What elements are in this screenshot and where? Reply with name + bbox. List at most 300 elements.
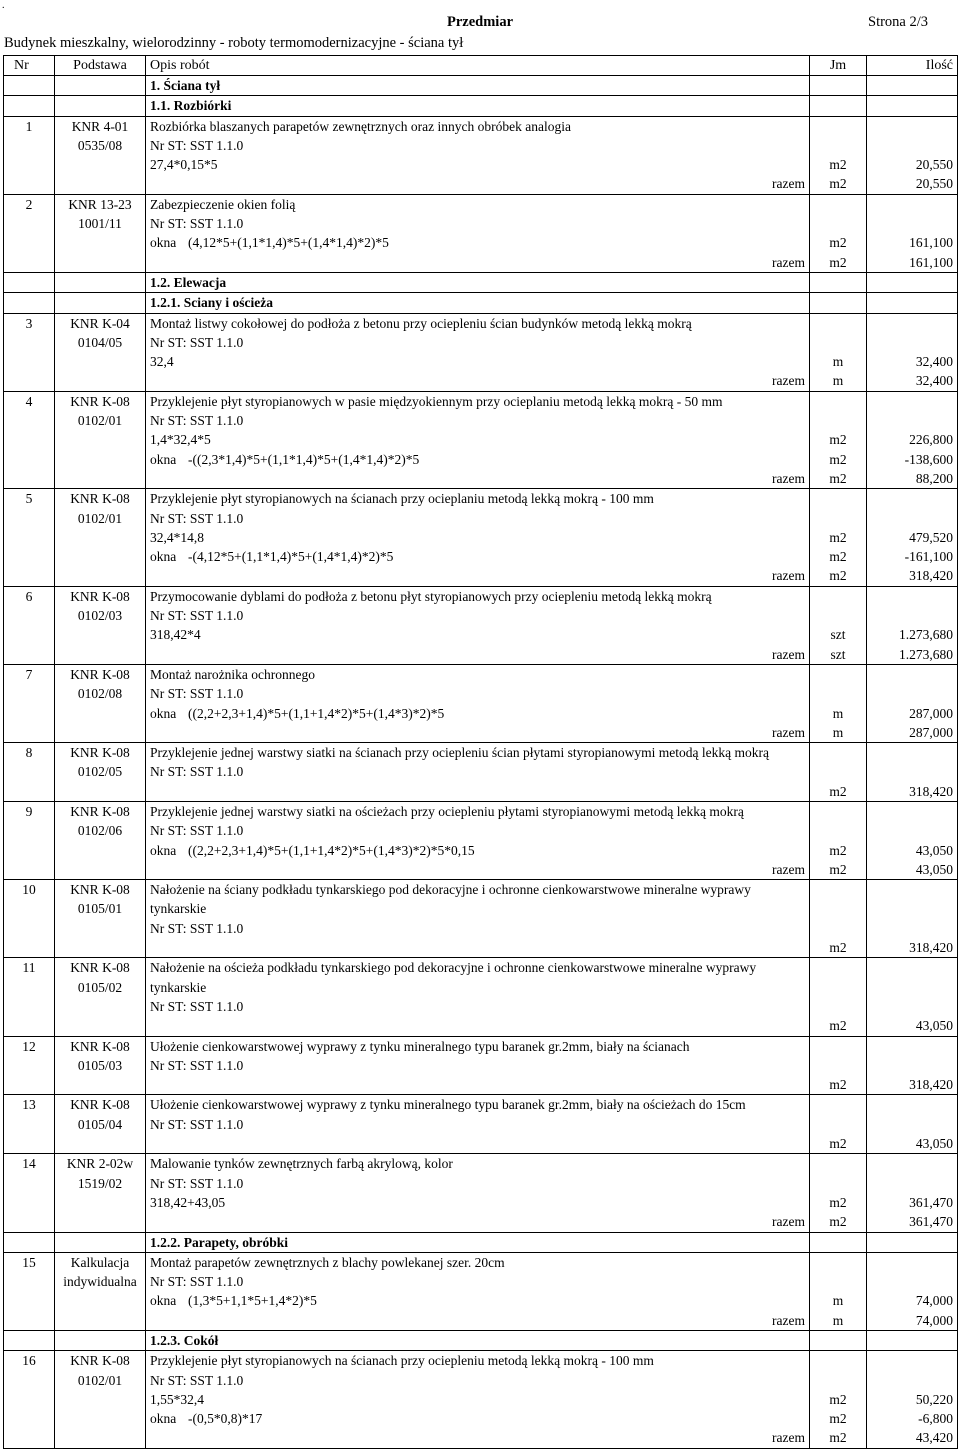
item-description	[146, 1154, 810, 1232]
project-name: Budynek mieszkalny, wielorodzinny - roboty termomodernizacyjne - ściana tył	[4, 35, 464, 51]
item-number-text: 6	[25, 588, 33, 604]
section-title: 1. Ściana tył	[150, 78, 221, 93]
basis-number: 1001/11	[78, 216, 122, 232]
description-line: Przyklejenie płyt styropianowych na ścianach przy ociepleniu metodą lekką mokrą - 100 mm	[150, 1353, 654, 1369]
section-title: 1.2.3. Cokół	[150, 1333, 219, 1348]
table-row	[4, 1095, 958, 1154]
description-line: Rozbiórka blaszanych parapetów zewnętrznych oraz innych obróbek analogia	[150, 118, 571, 134]
item-number-text: 2	[25, 196, 33, 212]
spec-reference: Nr ST: SST 1.1.0	[150, 1057, 244, 1073]
spacer	[814, 1037, 862, 1056]
measurement-formula: 1,4*32,4*5	[150, 432, 211, 448]
item-number-text: 3	[25, 315, 33, 331]
measurement-value: -138,600	[904, 451, 953, 467]
okna-label: okna	[150, 705, 177, 721]
basis-code: KNR K-08	[70, 588, 130, 604]
spacer	[871, 1095, 953, 1114]
basis-code: KNR K-08	[70, 1038, 130, 1054]
measurement-value: 43,050	[915, 1018, 953, 1034]
item-description	[146, 116, 810, 194]
table-row	[4, 391, 958, 488]
item-quantity	[867, 880, 958, 958]
description-line: Montaż narożnika ochronnego	[150, 666, 315, 682]
item-description	[146, 958, 810, 1036]
spacer	[814, 489, 862, 508]
spacer	[871, 1351, 953, 1370]
measurement-line	[150, 1390, 805, 1409]
item-quantity	[867, 743, 958, 802]
basis-number: 0105/04	[77, 1116, 123, 1132]
description-line: Malowanie tynków zewnętrznych farbą akrylową, kolor	[150, 1156, 453, 1172]
item-unit	[810, 1095, 867, 1154]
item-number	[4, 1154, 55, 1232]
measurement-line	[150, 704, 805, 723]
spacer	[814, 1115, 862, 1134]
section-row	[4, 96, 958, 116]
item-number-text: 13	[22, 1097, 36, 1113]
spacer	[871, 821, 953, 840]
spacer	[871, 333, 953, 352]
measurement-value: 318,420	[909, 940, 953, 956]
measurement-unit: m2	[829, 1136, 847, 1152]
spacer	[814, 195, 862, 214]
measurement-value: 161,100	[909, 235, 953, 251]
item-basis	[55, 313, 146, 391]
nr-cell	[4, 96, 55, 116]
okna-label: okna	[150, 1293, 177, 1309]
measurement-value: 32,400	[915, 354, 953, 370]
item-basis	[55, 1252, 146, 1330]
measurement-unit: m2	[829, 451, 847, 467]
section-title: 1.2. Elewacja	[150, 274, 227, 290]
spacer	[814, 1174, 862, 1193]
item-description	[146, 1252, 810, 1330]
jm-cell	[810, 1331, 867, 1351]
item-number	[4, 1036, 55, 1095]
section-row	[4, 1331, 958, 1351]
measurement-unit: m2	[829, 1018, 847, 1034]
razem-unit: m	[832, 373, 844, 389]
item-description	[146, 194, 810, 272]
section-title: 1.1. Rozbiórki	[150, 98, 232, 114]
measurement-value: 287,000	[909, 705, 953, 721]
description-line: Zabezpieczenie okien folią	[150, 196, 296, 212]
section-row	[4, 1232, 958, 1252]
section-cell	[146, 1232, 810, 1252]
spacer	[871, 214, 953, 233]
spacer	[871, 743, 953, 762]
basis-number: 0104/05	[77, 334, 123, 350]
measurement-line	[150, 155, 805, 174]
item-unit	[810, 194, 867, 272]
razem-unit: m2	[829, 861, 847, 877]
section-cell	[146, 293, 810, 313]
item-description	[146, 801, 810, 879]
description-line: Montaż listwy cokołowej do podłoża z betonu przy ociepleniu ścian budynków metodą lekką mokrą	[150, 315, 692, 331]
item-description	[146, 313, 810, 391]
razem-value: 287,000	[909, 724, 953, 740]
item-unit	[810, 664, 867, 742]
measurement-unit: m2	[829, 1411, 847, 1427]
table-row	[4, 313, 958, 391]
item-basis	[55, 801, 146, 879]
item-basis	[55, 1154, 146, 1232]
razem-label: razem	[772, 254, 805, 270]
table-row	[4, 743, 958, 802]
item-unit	[810, 801, 867, 879]
razem-unit: m2	[829, 176, 847, 192]
razem-value: 43,420	[915, 1430, 953, 1446]
section-row	[4, 272, 958, 292]
razem-value: 361,470	[909, 1214, 953, 1230]
description-line: Przyklejenie jednej warstwy siatki na ścianach przy ociepleniu ścian płytami styropianowymi metodą lekką mokrą	[150, 745, 769, 761]
nr-cell	[4, 1232, 55, 1252]
measurement-formula: 1,55*32,4	[150, 1391, 204, 1407]
podstawa-cell	[55, 76, 146, 96]
spacer	[871, 606, 953, 625]
podstawa-cell	[55, 96, 146, 116]
item-unit	[810, 743, 867, 802]
spec-reference: Nr ST: SST 1.1.0	[150, 216, 244, 232]
description-line: Przyklejenie płyt styropianowych na ścianach przy ocieplaniu metodą lekką mokrą - 100 mm	[150, 491, 654, 507]
table-row	[4, 194, 958, 272]
spacer	[871, 802, 953, 821]
spec-reference: Nr ST: SST 1.1.0	[150, 1274, 244, 1290]
spacer	[871, 1272, 953, 1291]
basis-code: KNR K-08	[70, 491, 130, 507]
jm-cell	[810, 272, 867, 292]
spec-reference: Nr ST: SST 1.1.0	[150, 413, 244, 429]
item-quantity	[867, 586, 958, 664]
razem-label: razem	[772, 470, 805, 486]
description-line: Ułożenie cienkowarstwowej wyprawy z tynku mineralnego typu baranek gr.2mm, biały na ścianach	[150, 1038, 690, 1054]
measurement-unit: m	[832, 705, 844, 721]
measurement-unit: m2	[829, 842, 847, 858]
measurement-unit: m2	[829, 235, 847, 251]
spacer	[814, 919, 862, 938]
spec-reference: Nr ST: SST 1.1.0	[150, 137, 244, 153]
basis-code: KNR 2-02w	[66, 1156, 134, 1172]
basis-code: KNR K-08	[70, 393, 130, 409]
description-line: Ułożenie cienkowarstwowej wyprawy z tynku mineralnego typu baranek gr.2mm, biały na ościeżach do 15cm	[150, 1097, 746, 1113]
description-line: Przyklejenie płyt styropianowych w pasie międzyokiennym przy ocieplaniu metodą lekką mokrą - 50 mm	[150, 393, 723, 409]
spec-reference: Nr ST: SST 1.1.0	[150, 1175, 244, 1191]
item-number-text: 10	[22, 882, 36, 898]
spacer	[814, 1253, 862, 1272]
description-line: tynkarskie	[150, 901, 207, 917]
podstawa-cell	[55, 1331, 146, 1351]
measurement-line	[150, 1134, 805, 1153]
nr-cell	[4, 293, 55, 313]
basis-number: 0105/01	[77, 901, 123, 917]
spec-reference: Nr ST: SST 1.1.0	[150, 823, 244, 839]
spacer	[814, 587, 862, 606]
measurement-unit: m2	[829, 783, 847, 799]
basis-number: 0102/08	[77, 686, 123, 702]
spacer	[814, 136, 862, 155]
spacer	[814, 899, 862, 918]
basis-code: Kalkulacja	[70, 1254, 130, 1270]
spacer	[871, 978, 953, 997]
measurement-unit: szt	[830, 627, 846, 643]
measurement-formula: 318,42*4	[150, 627, 201, 643]
basis-code: KNR 4-01	[71, 118, 129, 134]
item-basis	[55, 958, 146, 1036]
razem-value: 32,400	[915, 373, 953, 389]
table-row	[4, 116, 958, 194]
item-number	[4, 586, 55, 664]
spacer	[871, 136, 953, 155]
measurement-value: 226,800	[909, 432, 953, 448]
description-line: tynkarskie	[150, 979, 207, 995]
item-number	[4, 489, 55, 586]
section-cell	[146, 272, 810, 292]
razem-value: 318,420	[909, 568, 953, 584]
measurement-unit: m2	[829, 529, 847, 545]
description-line: Przymocowanie dyblami do podłoża z betonu płyt styropianowych przy ociepleniu metodą lekką mokrą	[150, 588, 712, 604]
spacer	[814, 1272, 862, 1291]
nr-cell	[4, 272, 55, 292]
spacer	[814, 684, 862, 703]
measurement-line	[150, 352, 805, 371]
item-description	[146, 1351, 810, 1448]
spacer	[871, 1371, 953, 1390]
basis-number: 0105/02	[77, 979, 123, 995]
description-line: Przyklejenie jednej warstwy siatki na ościeżach przy ociepleniu płytami styropianowymi metodą lekką mokrą	[150, 803, 744, 819]
spacer	[871, 1174, 953, 1193]
measurement-line	[150, 1016, 805, 1035]
spacer	[814, 997, 862, 1016]
measurement-line	[150, 528, 805, 547]
spacer	[814, 117, 862, 136]
measurement-line	[150, 430, 805, 449]
spacer	[871, 1056, 953, 1075]
measurement-line	[150, 1291, 805, 1310]
item-basis	[55, 880, 146, 958]
razem-value: 1.273,680	[899, 646, 953, 662]
measurement-line	[150, 938, 805, 957]
measurement-line	[150, 625, 805, 644]
item-quantity	[867, 391, 958, 488]
measurement-formula: 318,42+43,05	[150, 1194, 226, 1210]
item-number-text: 7	[25, 666, 33, 682]
table-row	[4, 1036, 958, 1095]
item-number	[4, 313, 55, 391]
razem-value: 161,100	[909, 254, 953, 270]
table-body	[4, 76, 958, 1449]
item-description	[146, 880, 810, 958]
measurement-value: 318,420	[909, 1077, 953, 1093]
measurement-unit: m2	[829, 432, 847, 448]
basis-number: 0102/06	[77, 823, 123, 839]
item-basis	[55, 489, 146, 586]
spacer	[814, 214, 862, 233]
item-number	[4, 1351, 55, 1448]
table-row	[4, 586, 958, 664]
jm-cell	[810, 76, 867, 96]
podstawa-cell	[55, 293, 146, 313]
item-basis	[55, 586, 146, 664]
basis-code: KNR K-08	[70, 882, 130, 898]
jm-cell	[810, 1232, 867, 1252]
measurement-formula: 27,4*0,15*5	[150, 157, 218, 173]
measurement-value: 50,220	[915, 1391, 953, 1407]
spacer	[814, 333, 862, 352]
spacer	[871, 919, 953, 938]
measurement-unit: m2	[829, 157, 847, 173]
item-quantity	[867, 1252, 958, 1330]
spacer	[871, 392, 953, 411]
table-row	[4, 880, 958, 958]
razem-unit: szt	[830, 646, 846, 662]
item-unit	[810, 1252, 867, 1330]
basis-code: KNR K-08	[70, 960, 130, 976]
section-cell	[146, 1331, 810, 1351]
podstawa-cell	[55, 272, 146, 292]
col-nr: Nr	[4, 56, 55, 76]
section-cell	[146, 76, 810, 96]
item-description	[146, 391, 810, 488]
spacer	[814, 606, 862, 625]
spacer	[871, 489, 953, 508]
item-basis	[55, 1351, 146, 1448]
basis-number: 1519/02	[77, 1175, 123, 1191]
razem-unit: m2	[829, 1214, 847, 1230]
item-quantity	[867, 1351, 958, 1448]
measurement-line	[150, 841, 805, 860]
page-dot: .	[2, 0, 5, 11]
item-unit	[810, 116, 867, 194]
okna-label: okna	[150, 1411, 177, 1427]
item-quantity	[867, 1095, 958, 1154]
measurement-formula: 32,4*14,8	[150, 529, 204, 545]
basis-code: KNR K-08	[70, 1353, 130, 1369]
item-unit	[810, 880, 867, 958]
okna-label: okna	[150, 549, 177, 565]
basis-number: 0102/01	[77, 1372, 123, 1388]
item-number-text: 1	[25, 118, 33, 134]
razem-label: razem	[772, 646, 805, 662]
basis-code: KNR K-04	[70, 315, 130, 331]
ilosc-cell	[867, 1232, 958, 1252]
basis-code: KNR K-08	[70, 666, 130, 682]
razem-label: razem	[772, 373, 805, 389]
measurement-unit: m2	[829, 940, 847, 956]
spacer	[814, 314, 862, 333]
ilosc-cell	[867, 76, 958, 96]
item-unit	[810, 958, 867, 1036]
spacer	[814, 880, 862, 899]
item-quantity	[867, 194, 958, 272]
item-number	[4, 801, 55, 879]
measurement-line	[150, 450, 805, 469]
basis-code: KNR K-08	[70, 803, 130, 819]
item-description	[146, 743, 810, 802]
item-quantity	[867, 1036, 958, 1095]
spacer	[871, 684, 953, 703]
spacer	[871, 509, 953, 528]
measurement-line	[150, 1075, 805, 1094]
spec-reference: Nr ST: SST 1.1.0	[150, 764, 244, 780]
table-row	[4, 958, 958, 1036]
item-quantity	[867, 664, 958, 742]
measurement-value: 74,000	[915, 1293, 953, 1309]
spec-reference: Nr ST: SST 1.1.0	[150, 686, 244, 702]
section-row	[4, 76, 958, 96]
measurement-unit: m	[832, 354, 844, 370]
measurement-formula: ((2,2+2,3+1,4)*5+(1,1+1,4*2)*5+(1,4*3)*2)*5	[188, 705, 445, 721]
item-unit	[810, 1351, 867, 1448]
ilosc-cell	[867, 1331, 958, 1351]
spacer	[871, 1154, 953, 1173]
item-number-text: 11	[22, 960, 36, 976]
ilosc-cell	[867, 96, 958, 116]
spec-reference: Nr ST: SST 1.1.0	[150, 1116, 244, 1132]
razem-unit: m	[832, 1312, 844, 1328]
item-number	[4, 958, 55, 1036]
item-number-text: 12	[22, 1038, 36, 1054]
item-unit	[810, 391, 867, 488]
basis-number: 0102/01	[77, 510, 123, 526]
item-quantity	[867, 1154, 958, 1232]
item-description	[146, 1036, 810, 1095]
spacer	[814, 743, 862, 762]
item-number	[4, 743, 55, 802]
measurement-line	[150, 1409, 805, 1428]
spacer	[814, 958, 862, 977]
table-row	[4, 489, 958, 586]
measurement-value: 479,520	[909, 529, 953, 545]
measurement-line	[150, 233, 805, 252]
measurement-unit: m2	[829, 1194, 847, 1210]
spacer	[871, 1037, 953, 1056]
measurement-unit: m2	[829, 1077, 847, 1093]
measurement-value: -6,800	[918, 1411, 953, 1427]
spec-reference: Nr ST: SST 1.1.0	[150, 510, 244, 526]
item-number-text: 15	[22, 1254, 36, 1270]
item-number	[4, 116, 55, 194]
table-row	[4, 664, 958, 742]
razem-unit: m2	[829, 1430, 847, 1446]
razem-unit: m2	[829, 568, 847, 584]
spec-reference: Nr ST: SST 1.1.0	[150, 920, 244, 936]
column-header-row	[4, 56, 958, 76]
spacer	[814, 821, 862, 840]
item-number	[4, 194, 55, 272]
measurement-value: 1.273,680	[899, 627, 953, 643]
measurement-unit: m2	[829, 549, 847, 565]
razem-label: razem	[772, 1430, 805, 1446]
razem-label: razem	[772, 568, 805, 584]
item-number-text: 9	[25, 803, 33, 819]
measurement-line	[150, 547, 805, 566]
nr-cell	[4, 1331, 55, 1351]
spec-reference: Nr ST: SST 1.1.0	[150, 998, 244, 1014]
measurement-formula: -((2,3*1,4)*5+(1,1*1,4)*5+(1,4*1,4)*2)*5	[188, 451, 420, 467]
measurement-value: 318,420	[909, 783, 953, 799]
spec-reference: Nr ST: SST 1.1.0	[150, 608, 244, 624]
item-number	[4, 1252, 55, 1330]
razem-label: razem	[772, 724, 805, 740]
basis-code: KNR K-08	[70, 745, 130, 761]
document-title: Przedmiar	[447, 14, 514, 30]
spacer	[814, 1371, 862, 1390]
table-row	[4, 1154, 958, 1232]
item-description	[146, 1095, 810, 1154]
basis-code: KNR K-08	[70, 1097, 130, 1113]
spacer	[871, 411, 953, 430]
col-ilosc: Ilość	[867, 56, 958, 76]
